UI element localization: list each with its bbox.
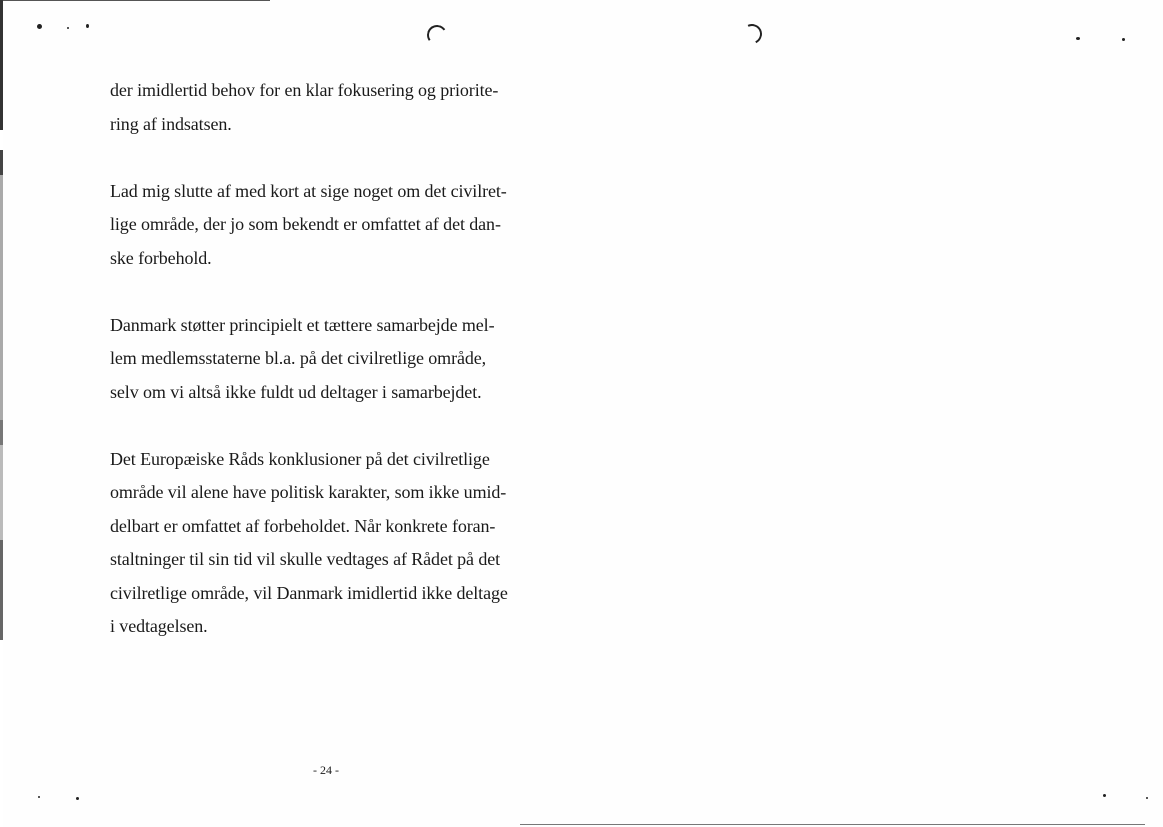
scan-speck — [86, 24, 89, 28]
text-line: lige område, der jo som bekendt er omfattet af det dan- — [110, 214, 501, 234]
scan-bottom-rule — [520, 824, 1145, 825]
text-line: lem medlemsstaterne bl.a. på det civilretlige område, — [110, 348, 487, 368]
text-line: i vedtagelsen. — [110, 616, 208, 636]
scan-left-edge — [0, 0, 3, 827]
paragraph — [110, 443, 550, 644]
text-line: Det Europæiske Råds konklusioner på det civilretlige — [110, 448, 490, 469]
text-line: område vil alene have politisk karakter, som ikke umid- — [110, 482, 507, 502]
text-line: Danmark støtter principielt et tættere samarbejde mel- — [110, 314, 495, 335]
paragraph — [110, 175, 550, 276]
scan-speck — [1103, 794, 1106, 797]
paragraph — [110, 309, 550, 410]
punch-hole-mark-right — [739, 21, 765, 47]
scan-speck — [37, 24, 42, 29]
scan-speck — [76, 797, 79, 800]
text-line: ring af indsatsen. — [110, 113, 232, 134]
scan-speck — [1076, 37, 1080, 40]
punch-hole-mark-left — [425, 23, 448, 46]
text-line: ske forbehold. — [110, 247, 212, 268]
text-line: delbart er omfattet af forbeholdet. Når konkrete foran- — [110, 515, 496, 536]
scan-speck — [38, 796, 40, 798]
text-line: civilretlige område, vil Danmark imidlertid ikke deltage — [110, 582, 508, 603]
scan-speck — [1122, 38, 1125, 41]
paragraph — [110, 74, 550, 141]
text-line: staltninger til sin tid vil skulle vedtages af Rådet på det — [110, 549, 501, 569]
scan-speck — [67, 27, 69, 29]
page-number: - 24 - — [313, 763, 339, 777]
scan-speck — [1146, 797, 1148, 799]
text-line: der imidlertid behov for en klar fokusering og priorite- — [110, 80, 499, 100]
body-text — [110, 74, 550, 677]
scan-top-rule — [0, 0, 270, 1]
text-line: Lad mig slutte af med kort at sige noget om det civilret- — [110, 180, 507, 201]
text-line: selv om vi altså ikke fuldt ud deltager i samarbejdet. — [110, 381, 482, 402]
